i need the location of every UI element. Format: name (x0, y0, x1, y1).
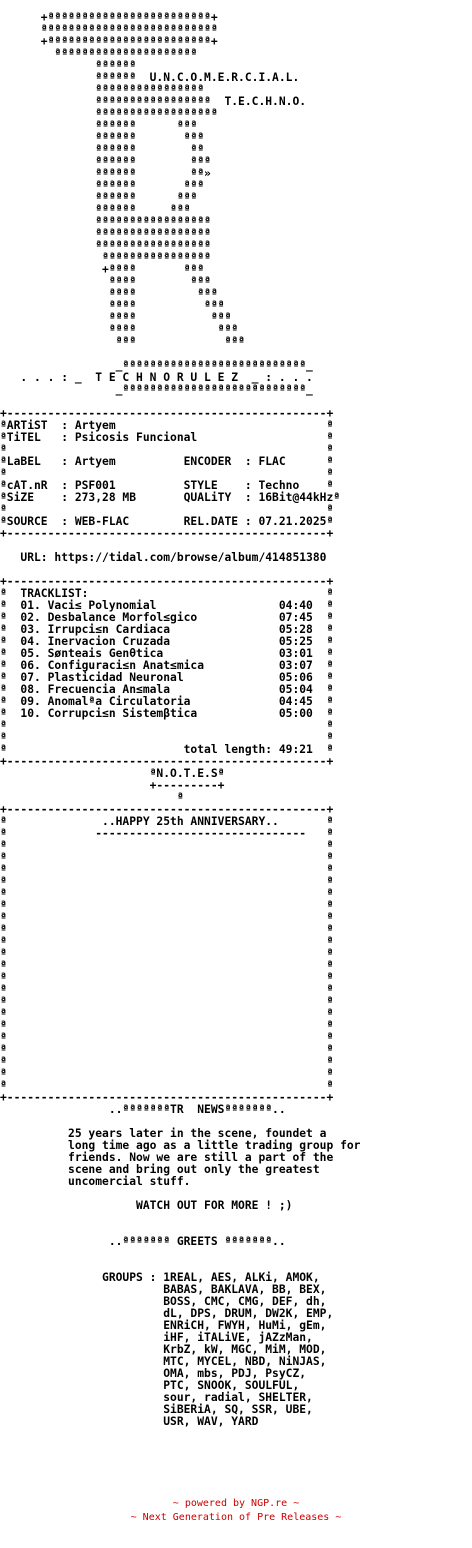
nfo-line: ª ª (0, 1043, 334, 1056)
nfo-line: ªcAT.nR : PSF001 STYLE : Techno ª (0, 479, 334, 492)
nfo-line: ª ª (0, 1079, 334, 1092)
nfo-line: ªªªªªªªªªªªªªªªªª (0, 215, 211, 228)
nfo-line: ª 10. Corrupci≤n Sistemβtica 05:00 ª (0, 707, 334, 720)
nfo-line: ªSOURCE : WEB-FLAC REL.DATE : 07.21.2025ª (0, 515, 334, 528)
nfo-line: +-----------------------------------------------+ (0, 755, 334, 768)
nfo-line: KrbZ, kW, MGC, MiM, MOD, (0, 1343, 327, 1356)
nfo-line: ªªªª ªªª (0, 311, 232, 324)
nfo-line: ªªªªªªªªªªªªªªªª (0, 251, 211, 264)
nfo-line: ªTiTEL : Psicosis Funcional ª (0, 431, 334, 444)
nfo-line: ª ª (0, 887, 334, 900)
nfo-line: +ªªªªªªªªªªªªªªªªªªªªªªªª+ (0, 35, 218, 48)
nfo-line: sour, radial, SHELTER, (0, 1391, 313, 1404)
nfo-line: ª ª (0, 503, 334, 516)
nfo-line: ªªª ªªª (0, 335, 245, 348)
nfo-line: ª 01. Vaci≤ Polynomial 04:40 ª (0, 599, 334, 612)
nfo-line: +-----------------------------------------------+ (0, 407, 334, 420)
footer-tagline: ~ Next Generation of Pre Releases ~ (130, 1512, 342, 1523)
nfo-line: _ªªªªªªªªªªªªªªªªªªªªªªªªªªª_ (0, 359, 313, 372)
nfo-line: ª 06. Configuraci≤n Anat≤mica 03:07 ª (0, 659, 334, 672)
nfo-line: ENRiCH, FWYH, HuMi, gEm, (0, 1319, 327, 1332)
nfo-line: ªLaBEL : Artyem ENCODER : FLAC ª (0, 455, 334, 468)
nfo-line: OMA, mbs, PDJ, PsyCZ, (0, 1367, 307, 1380)
nfo-line: +ªªªª ªªª (0, 263, 205, 276)
nfo-line: ª ------------------------------- ª (0, 827, 334, 840)
nfo-line: 25 years later in the scene, foundet a (0, 1127, 327, 1140)
nfo-line: ªªªªªª (0, 59, 137, 72)
nfo-line: MTC, MYCEL, NBD, NiNJAS, (0, 1355, 327, 1368)
nfo-line: ªªªªªª ªª (0, 143, 205, 156)
nfo-line: ..ªªªªªªª GREETS ªªªªªªª.. (0, 1235, 286, 1248)
nfo-line: ..ªªªªªªªTR NEWSªªªªªªª.. (0, 1103, 286, 1116)
nfo-line: BOSS, CMC, CMG, DEF, dh, (0, 1295, 327, 1308)
nfo-line: ª 08. Frecuencia An≤mala 05:04 ª (0, 683, 334, 696)
nfo-line: _ªªªªªªªªªªªªªªªªªªªªªªªªªªª_ (0, 383, 313, 396)
nfo-line: ªªªªªª ªªª (0, 131, 205, 144)
nfo-line: ªªªªªª ªªª (0, 119, 198, 132)
nfo-line: ª ª (0, 899, 334, 912)
nfo-line: uncomercial stuff. (0, 1175, 191, 1188)
nfo-line: long time ago as a little trading group for (0, 1139, 361, 1152)
nfo-line: ªªªªªªªªªªªªªªªªªª (0, 107, 218, 120)
nfo-line: ªSiZE : 273,28 MB QUALiTY : 16Bit@44kHzª (0, 491, 341, 504)
nfo-line: . . . : _ T E C H N O R U L E Z _ : . . . (0, 371, 313, 384)
nfo-line: scene and bring out only the greatest (0, 1163, 320, 1176)
nfo-line: ª ª (0, 467, 334, 480)
nfo-line: ª ª (0, 935, 334, 948)
nfo-line: ª ª (0, 731, 334, 744)
nfo-line: ª ª (0, 719, 334, 732)
nfo-line: ªªªªªª ªªª (0, 179, 205, 192)
nfo-line: ªªªªªªªªªªªªªªªªªªªªªªªªªª (0, 23, 218, 36)
nfo-line: USR, WAV, YARD (0, 1415, 259, 1428)
nfo-line: ª ª (0, 923, 334, 936)
nfo-line: ªªªªªª ªªª (0, 191, 198, 204)
nfo-line: ª total length: 49:21 ª (0, 743, 334, 756)
nfo-line: ª TRACKLIST: ª (0, 587, 334, 600)
nfo-line: ª ª (0, 1007, 334, 1020)
nfo-line: ªªªªªª U.N.C.O.M.E.R.C.I.A.L. (0, 71, 300, 84)
nfo-line: ªªªª ªªª (0, 287, 218, 300)
nfo-line: SiBERiA, SQ, SSR, UBE, (0, 1403, 313, 1416)
nfo-line: +---------+ (0, 779, 225, 792)
nfo-line: ª ª (0, 959, 334, 972)
footer-powered-by[interactable]: ~ powered by NGP.re ~ (172, 1498, 300, 1509)
nfo-line: dL, DPS, DRUM, DW2K, EMP, (0, 1307, 334, 1320)
nfo-line: ª ª (0, 971, 334, 984)
nfo-line: ª ª (0, 983, 334, 996)
nfo-line: +-----------------------------------------------+ (0, 575, 334, 588)
nfo-line: ª ª (0, 1067, 334, 1080)
nfo-line: +-----------------------------------------------+ (0, 1091, 334, 1104)
nfo-line: ª ª (0, 443, 334, 456)
nfo-line: ªARTiST : Artyem ª (0, 419, 334, 432)
nfo-line: WATCH OUT FOR MORE ! ;) (0, 1199, 293, 1212)
nfo-line: ªN.O.T.E.Sª (0, 767, 225, 780)
nfo-line: ªªªªªª ªªª (0, 203, 191, 216)
nfo-line: BABAS, BAKLAVA, BB, BEX, (0, 1283, 327, 1296)
nfo-line: ª 07. Plasticidad Neuronal 05:06 ª (0, 671, 334, 684)
nfo-line: URL: https://tidal.com/browse/album/414851380 (0, 551, 327, 564)
nfo-line: ª 05. Sønteais Genθtica 03:01 ª (0, 647, 334, 660)
nfo-text-block (0, 12, 360, 1428)
nfo-line: ª ..HAPPY 25th ANNIVERSARY.. ª (0, 815, 334, 828)
nfo-line: friends. Now we are still a part of the (0, 1151, 334, 1164)
nfo-line: +-----------------------------------------------+ (0, 527, 334, 540)
nfo-line: ª 03. Irrupci≤n Cardiaca 05:28 ª (0, 623, 334, 636)
nfo-line: ª ª (0, 1055, 334, 1068)
nfo-line: ª ª (0, 851, 334, 864)
nfo-line: ªªªª ªªª (0, 275, 211, 288)
nfo-line (0, 1212, 360, 1224)
nfo-line (0, 1248, 360, 1260)
nfo-line: ªªªªªªªªªªªªªªªªª (0, 239, 211, 252)
nfo-line: ª 02. Desbalance Morfol≤gico 07:45 ª (0, 611, 334, 624)
nfo-line: ª ª (0, 911, 334, 924)
nfo-line: ª ª (0, 1019, 334, 1032)
nfo-line: ª ª (0, 839, 334, 852)
nfo-line: ªªªªªªªªªªªªªªªªª T.E.C.H.N.O. (0, 95, 307, 108)
nfo-line: ªªªªªª ªª» (0, 167, 211, 180)
nfo-line: ª ª (0, 863, 334, 876)
nfo-line: ª ª (0, 947, 334, 960)
nfo-line: iHF, iTALiVE, jAZzMan, (0, 1331, 313, 1344)
nfo-line: ª ª (0, 1031, 334, 1044)
nfo-line: ªªªªªªªªªªªªªªªªª (0, 227, 211, 240)
nfo-line: ªªªªªªªªªªªªªªªªªªªªª (0, 47, 198, 60)
nfo-line: ª ª (0, 995, 334, 1008)
nfo-line: +-----------------------------------------------+ (0, 803, 334, 816)
nfo-line: PTC, SNOOK, SOULFUL, (0, 1379, 300, 1392)
nfo-line: GROUPS : 1REAL, AES, ALKi, AMOK, (0, 1271, 320, 1284)
nfo-line: ªªªª ªªª (0, 323, 239, 336)
nfo-line: ªªªªªªªªªªªªªªªª (0, 83, 205, 96)
nfo-line: +ªªªªªªªªªªªªªªªªªªªªªªªª+ (0, 11, 218, 24)
nfo-line: ª (0, 791, 184, 804)
nfo-line: ª ª (0, 875, 334, 888)
nfo-line: ª 09. Anomalªa Circulatoria 04:45 ª (0, 695, 334, 708)
nfo-line: ªªªª ªªª (0, 299, 225, 312)
footer (0, 1497, 472, 1525)
nfo-line: ª 04. Inervacion Cruzada 05:25 ª (0, 635, 334, 648)
nfo-line: ªªªªªª ªªª (0, 155, 211, 168)
